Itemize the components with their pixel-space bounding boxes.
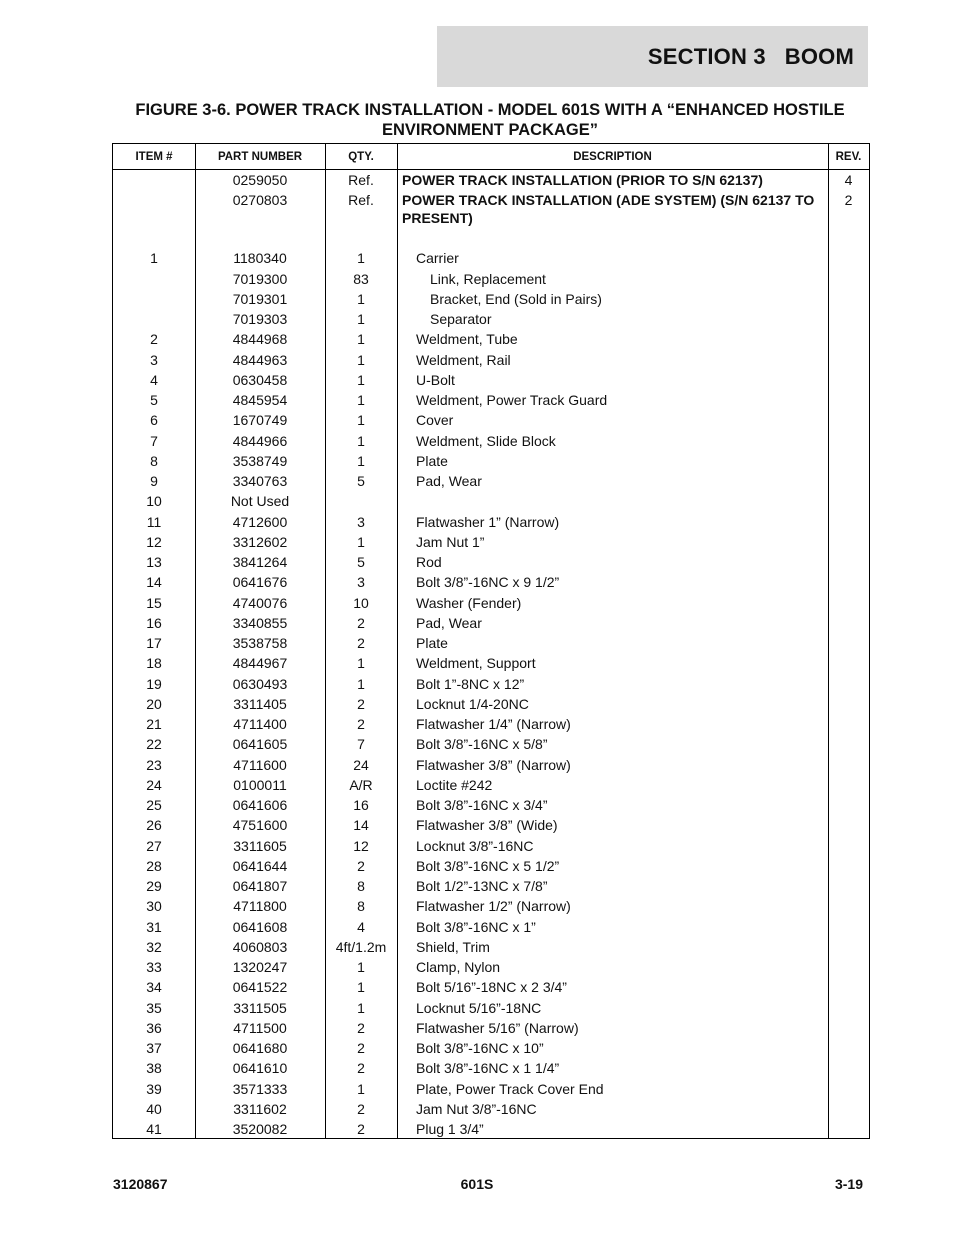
cell-item-number: 26 bbox=[146, 817, 162, 834]
cell-item-number: 34 bbox=[146, 979, 162, 996]
cell-item-number: 33 bbox=[146, 959, 162, 975]
cell-description: Plate, Power Track Cover End bbox=[416, 1080, 604, 1097]
table-row bbox=[113, 675, 869, 695]
table-row bbox=[113, 492, 869, 512]
cell-item-number: 19 bbox=[146, 675, 162, 692]
cell-item-number: 35 bbox=[146, 999, 162, 1016]
cell-description: Locknut 1/4-20NC bbox=[416, 695, 529, 712]
cell-item-number: 14 bbox=[146, 574, 162, 591]
cell-description: Rod bbox=[416, 554, 442, 570]
cell-part-number: 1670749 bbox=[232, 412, 288, 429]
cell-revision: 2 bbox=[844, 192, 853, 209]
cell-part-number: 0641680 bbox=[232, 1040, 288, 1056]
cell-part-number: 4712600 bbox=[232, 513, 288, 530]
table-row bbox=[113, 1019, 869, 1039]
cell-part-number: 4740076 bbox=[232, 594, 288, 611]
cell-item-number: 37 bbox=[146, 1040, 162, 1056]
table-row bbox=[113, 796, 869, 816]
cell-part-number: 4711600 bbox=[233, 756, 287, 773]
cell-description: Bolt 3/8”-16NC x 5/8” bbox=[416, 736, 548, 753]
cell-description: Clamp, Nylon bbox=[416, 959, 501, 975]
table-header bbox=[113, 144, 869, 170]
cell-description: Weldment, Support bbox=[416, 655, 536, 672]
figure-title bbox=[100, 100, 880, 140]
cell-quantity: 8 bbox=[357, 878, 365, 894]
cell-description: Link, Replacement bbox=[430, 270, 546, 287]
cell-description: Pad, Wear bbox=[416, 473, 482, 489]
cell-description: Bolt 3/8”-16NC x 1 1/4” bbox=[416, 1060, 560, 1077]
cell-description: Flatwasher 3/8” (Wide) bbox=[416, 817, 558, 834]
cell-quantity: 2 bbox=[357, 695, 365, 712]
cell-quantity: 1 bbox=[357, 351, 365, 368]
cell-part-number: 7019303 bbox=[232, 311, 288, 327]
cell-part-number: 3571333 bbox=[232, 1080, 288, 1097]
cell-part-number: 3311605 bbox=[233, 837, 287, 854]
cell-part-number: 3520082 bbox=[232, 1121, 288, 1137]
cell-quantity: 1 bbox=[357, 250, 365, 267]
table-row bbox=[113, 573, 869, 593]
cell-quantity: 1 bbox=[357, 959, 365, 975]
cell-item-number: 4 bbox=[150, 371, 158, 388]
cell-description: Plate bbox=[416, 452, 448, 469]
table-row bbox=[113, 999, 869, 1019]
cell-item-number: 27 bbox=[146, 837, 162, 854]
cell-quantity: 2 bbox=[357, 1060, 365, 1077]
cell-part-number: 4844963 bbox=[232, 351, 288, 368]
table-row bbox=[113, 472, 869, 492]
cell-part-number: 0630458 bbox=[232, 371, 288, 388]
table-row bbox=[113, 978, 869, 998]
cell-description: Shield, Trim bbox=[416, 938, 490, 955]
cell-part-number: 3312602 bbox=[232, 533, 288, 550]
cell-item-number: 8 bbox=[150, 452, 158, 469]
figure-title-line-2: ENVIRONMENT PACKAGE” bbox=[381, 121, 599, 139]
cell-description: Separator bbox=[430, 311, 492, 327]
cell-description: Carrier bbox=[416, 250, 459, 267]
table-row bbox=[113, 918, 869, 938]
table-row bbox=[113, 310, 869, 330]
cell-part-number: Not Used bbox=[230, 493, 290, 510]
cell-quantity: 1 bbox=[357, 533, 365, 550]
cell-part-number: 4844966 bbox=[232, 432, 288, 449]
cell-part-number: 0641608 bbox=[232, 918, 288, 935]
cell-description: Weldment, Rail bbox=[416, 351, 511, 368]
cell-part-number: 0641676 bbox=[232, 574, 288, 591]
table-row bbox=[113, 715, 869, 735]
cell-quantity: 24 bbox=[353, 756, 369, 773]
model-name: 601S bbox=[460, 1176, 494, 1192]
cell-quantity: 1 bbox=[357, 655, 365, 672]
table-row bbox=[113, 938, 869, 958]
table-row bbox=[113, 249, 869, 269]
section-title: SECTION 3 BOOM bbox=[647, 43, 854, 69]
cell-description: Weldment, Tube bbox=[416, 331, 518, 348]
table-row bbox=[113, 391, 869, 411]
cell-item-number: 31 bbox=[146, 918, 162, 935]
cell-part-number: 0100011 bbox=[233, 776, 287, 793]
column-header-description: DESCRIPTION bbox=[573, 150, 652, 163]
cell-description: Bolt 5/16”-18NC x 2 3/4” bbox=[416, 979, 567, 996]
cell-part-number: 0641807 bbox=[232, 878, 288, 894]
table-row bbox=[113, 330, 869, 350]
cell-description: POWER TRACK INSTALLATION (PRIOR TO S/N 62137) bbox=[402, 172, 763, 188]
column-header-part-number: PART NUMBER bbox=[217, 150, 303, 163]
cell-description: Flatwasher 3/8” (Narrow) bbox=[416, 756, 571, 773]
cell-quantity: 2 bbox=[357, 857, 365, 874]
cell-item-number: 16 bbox=[146, 614, 162, 631]
cell-description: Weldment, Power Track Guard bbox=[416, 392, 608, 408]
cell-part-number: 4844967 bbox=[232, 655, 288, 672]
cell-part-number: 3841264 bbox=[232, 554, 288, 570]
doc-number: 3120867 bbox=[113, 1176, 168, 1192]
cell-part-number: 0641606 bbox=[232, 797, 288, 813]
table-row bbox=[113, 411, 869, 431]
cell-quantity: 12 bbox=[353, 837, 369, 854]
cell-part-number: 4060803 bbox=[232, 938, 288, 955]
cell-description: Bracket, End (Sold in Pairs) bbox=[430, 290, 602, 307]
page-footer bbox=[0, 1176, 954, 1196]
cell-description: Plug 1 3/4” bbox=[416, 1121, 484, 1137]
cell-quantity: 83 bbox=[353, 270, 369, 287]
cell-item-number: 17 bbox=[146, 635, 162, 651]
cell-description: POWER TRACK INSTALLATION (ADE SYSTEM) (S/N 62137 TO PRESENT) bbox=[402, 192, 815, 227]
cell-part-number: 3340763 bbox=[232, 473, 288, 489]
cell-quantity: 1 bbox=[357, 432, 365, 449]
table-row bbox=[113, 290, 869, 310]
cell-part-number: 3340855 bbox=[232, 614, 288, 631]
column-header-rev: REV. bbox=[835, 150, 862, 163]
cell-part-number: 3538749 bbox=[232, 452, 288, 469]
cell-part-number: 0641644 bbox=[232, 857, 288, 874]
cell-quantity: 1 bbox=[357, 999, 365, 1016]
cell-quantity: 7 bbox=[357, 736, 365, 753]
cell-quantity: 1 bbox=[357, 290, 365, 307]
table-row bbox=[113, 756, 869, 776]
cell-description: Bolt 3/8”-16NC x 5 1/2” bbox=[416, 857, 560, 874]
table-row bbox=[113, 735, 869, 755]
table-row bbox=[113, 171, 869, 191]
cell-description: Cover bbox=[416, 412, 454, 429]
cell-item-number: 9 bbox=[150, 473, 158, 489]
table-row bbox=[113, 432, 869, 452]
cell-quantity: 8 bbox=[357, 898, 365, 915]
cell-quantity: 2 bbox=[357, 614, 365, 631]
table-row bbox=[113, 654, 869, 674]
table-row bbox=[113, 191, 869, 227]
table-row bbox=[113, 695, 869, 715]
cell-item-number: 5 bbox=[150, 392, 158, 408]
cell-description: Bolt 3/8”-16NC x 9 1/2” bbox=[416, 574, 560, 591]
cell-part-number: 4711800 bbox=[233, 898, 287, 915]
table-row bbox=[113, 452, 869, 472]
column-header-item: ITEM # bbox=[135, 150, 173, 163]
cell-item-number: 36 bbox=[146, 1019, 162, 1036]
cell-part-number: 1180340 bbox=[233, 250, 287, 267]
figure-title-line-1: FIGURE 3-6. POWER TRACK INSTALLATION - MODEL 601S WITH A “ENHANCED HOSTILE bbox=[135, 101, 845, 119]
cell-part-number: 7019301 bbox=[232, 290, 288, 307]
cell-description: Bolt 3/8”-16NC x 1” bbox=[416, 918, 536, 935]
cell-item-number: 25 bbox=[146, 797, 162, 813]
table-row bbox=[113, 837, 869, 857]
cell-item-number: 10 bbox=[146, 493, 162, 510]
table-row bbox=[113, 270, 869, 290]
cell-quantity: 1 bbox=[357, 1080, 365, 1097]
table-row bbox=[113, 816, 869, 836]
cell-part-number: 7019300 bbox=[232, 270, 288, 287]
cell-description: Loctite #242 bbox=[416, 776, 493, 793]
table-row bbox=[113, 371, 869, 391]
cell-part-number: 1320247 bbox=[232, 959, 288, 975]
cell-part-number: 0259050 bbox=[232, 172, 288, 188]
cell-description: U-Bolt bbox=[416, 371, 455, 388]
cell-description: Flatwasher 1/2” (Narrow) bbox=[416, 898, 571, 915]
cell-description: Washer (Fender) bbox=[416, 594, 522, 611]
cell-part-number: 3311505 bbox=[233, 999, 287, 1016]
table-row bbox=[113, 533, 869, 553]
cell-item-number: 7 bbox=[150, 432, 158, 449]
cell-description: Locknut 3/8”-16NC bbox=[416, 837, 534, 854]
cell-part-number: 4844968 bbox=[232, 331, 288, 348]
cell-part-number: 4711500 bbox=[233, 1019, 287, 1036]
cell-description: Bolt 3/8”-16NC x 3/4” bbox=[416, 797, 548, 813]
cell-quantity: 3 bbox=[357, 513, 365, 530]
cell-item-number: 1 bbox=[150, 250, 158, 267]
table-row bbox=[113, 614, 869, 634]
table-row bbox=[113, 351, 869, 371]
cell-quantity: 3 bbox=[357, 574, 365, 591]
cell-description: Pad, Wear bbox=[416, 614, 482, 631]
table-row bbox=[113, 513, 869, 533]
cell-quantity: 1 bbox=[357, 412, 365, 429]
cell-description: Jam Nut 1” bbox=[416, 533, 485, 550]
cell-revision: 4 bbox=[844, 172, 853, 188]
cell-description: Plate bbox=[416, 635, 448, 651]
table-row bbox=[113, 634, 869, 654]
cell-quantity: 1 bbox=[357, 675, 365, 692]
cell-item-number: 32 bbox=[146, 938, 162, 955]
cell-description: Flatwasher 1” (Narrow) bbox=[416, 513, 560, 530]
cell-quantity: 1 bbox=[357, 979, 365, 996]
parts-table bbox=[112, 143, 870, 1139]
table-row bbox=[113, 1059, 869, 1079]
table-row bbox=[113, 1039, 869, 1059]
table-row bbox=[113, 1100, 869, 1120]
cell-item-number: 20 bbox=[146, 695, 162, 712]
table-row bbox=[113, 877, 869, 897]
table-row bbox=[113, 857, 869, 877]
cell-item-number: 41 bbox=[146, 1121, 162, 1137]
cell-item-number: 12 bbox=[146, 533, 162, 550]
cell-quantity: 2 bbox=[357, 1121, 365, 1137]
cell-part-number: 0630493 bbox=[232, 675, 288, 692]
cell-quantity: Ref. bbox=[348, 172, 374, 188]
cell-item-number: 30 bbox=[146, 898, 162, 915]
cell-item-number: 3 bbox=[150, 351, 158, 368]
cell-item-number: 11 bbox=[146, 513, 162, 530]
cell-item-number: 28 bbox=[146, 857, 162, 874]
table-row bbox=[113, 958, 869, 978]
cell-quantity: 5 bbox=[357, 473, 365, 489]
cell-item-number: 6 bbox=[150, 412, 158, 429]
table-row bbox=[113, 776, 869, 796]
cell-description: Bolt 3/8”-16NC x 10” bbox=[416, 1040, 544, 1056]
column-header-qty: QTY. bbox=[348, 150, 374, 163]
page-number: 3-19 bbox=[834, 1176, 863, 1192]
cell-item-number: 22 bbox=[146, 736, 162, 753]
cell-quantity: 5 bbox=[357, 554, 365, 570]
cell-quantity: 4 bbox=[357, 918, 365, 935]
section-header bbox=[437, 26, 868, 87]
cell-part-number: 3311405 bbox=[233, 695, 287, 712]
cell-description: Flatwasher 1/4” (Narrow) bbox=[416, 716, 571, 732]
cell-item-number: 15 bbox=[146, 594, 162, 611]
cell-part-number: 4845954 bbox=[232, 392, 288, 408]
cell-quantity: A/R bbox=[349, 776, 373, 793]
cell-description: Bolt 1”-8NC x 12” bbox=[416, 675, 525, 692]
cell-part-number: 4751600 bbox=[232, 817, 288, 834]
cell-quantity: 1 bbox=[357, 311, 365, 327]
cell-part-number: 0270803 bbox=[232, 192, 288, 209]
cell-item-number: 40 bbox=[146, 1100, 162, 1117]
cell-item-number: 21 bbox=[146, 716, 162, 732]
cell-description: Bolt 1/2”-13NC x 7/8” bbox=[416, 878, 548, 894]
cell-part-number: 3538758 bbox=[232, 635, 288, 651]
table-row bbox=[113, 897, 869, 917]
cell-quantity: 1 bbox=[357, 392, 365, 408]
cell-part-number: 0641605 bbox=[232, 736, 288, 753]
table-row bbox=[113, 594, 869, 614]
cell-quantity: 16 bbox=[353, 797, 369, 813]
cell-quantity: 14 bbox=[353, 817, 369, 834]
table-row bbox=[113, 1080, 869, 1100]
cell-item-number: 39 bbox=[146, 1080, 162, 1097]
cell-quantity: 10 bbox=[353, 594, 369, 611]
cell-description: Weldment, Slide Block bbox=[416, 432, 556, 449]
cell-part-number: 0641522 bbox=[232, 979, 288, 996]
cell-item-number: 13 bbox=[146, 554, 162, 570]
cell-item-number: 2 bbox=[150, 331, 158, 348]
cell-part-number: 0641610 bbox=[232, 1060, 288, 1077]
cell-item-number: 38 bbox=[146, 1060, 162, 1077]
cell-description: Jam Nut 3/8”-16NC bbox=[416, 1100, 537, 1117]
cell-quantity: 4ft/1.2m bbox=[335, 938, 387, 955]
cell-quantity: 2 bbox=[357, 1100, 365, 1117]
cell-item-number: 29 bbox=[146, 878, 162, 894]
cell-description: Locknut 5/16”-18NC bbox=[416, 999, 542, 1016]
cell-quantity: 2 bbox=[357, 1040, 365, 1056]
table-row bbox=[113, 1120, 869, 1140]
cell-quantity: 1 bbox=[357, 331, 365, 348]
cell-quantity: 2 bbox=[357, 635, 365, 651]
cell-item-number: 18 bbox=[146, 655, 162, 672]
cell-quantity: 2 bbox=[357, 1019, 365, 1036]
cell-item-number: 24 bbox=[146, 776, 162, 793]
cell-description: Flatwasher 5/16” (Narrow) bbox=[416, 1019, 579, 1036]
cell-item-number: 23 bbox=[146, 756, 162, 773]
cell-quantity: 1 bbox=[357, 452, 365, 469]
cell-quantity: 2 bbox=[357, 716, 365, 732]
cell-quantity: Ref. bbox=[348, 192, 374, 209]
cell-part-number: 4711400 bbox=[233, 716, 287, 732]
cell-quantity: 1 bbox=[357, 371, 365, 388]
table-row bbox=[113, 553, 869, 573]
cell-part-number: 3311602 bbox=[233, 1100, 287, 1117]
